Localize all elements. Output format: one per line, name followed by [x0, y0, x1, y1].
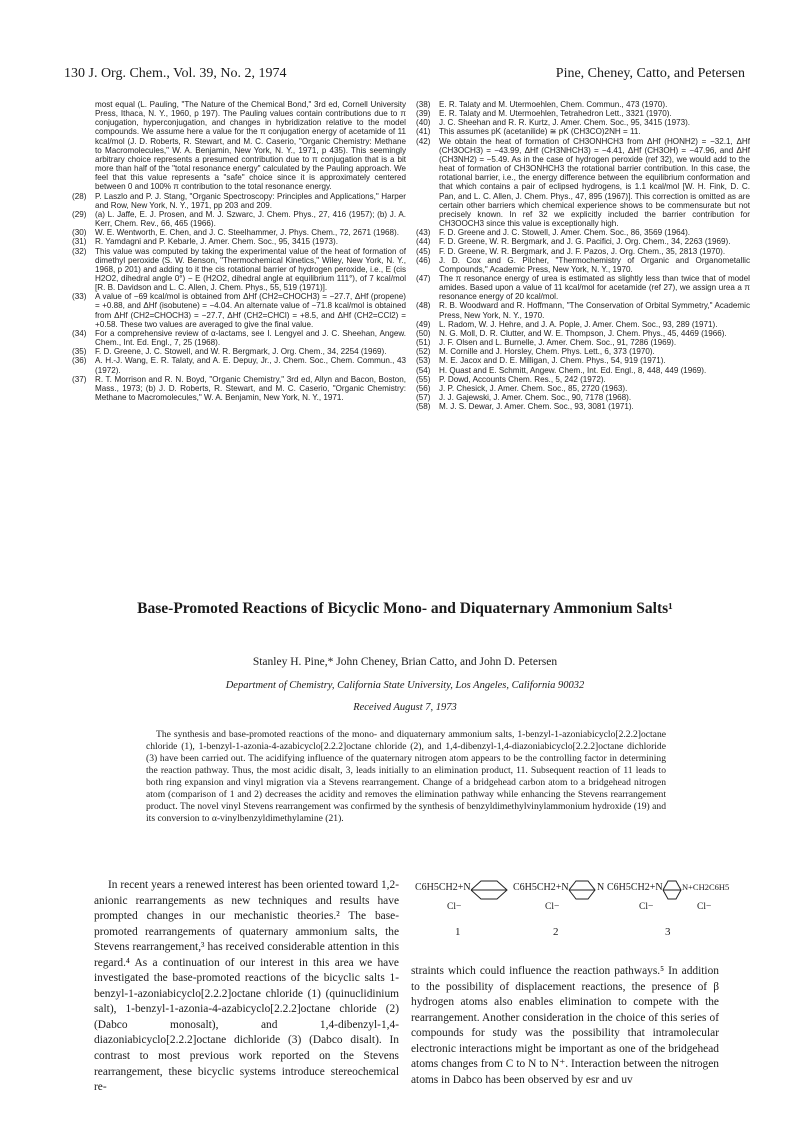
reference-item: [72, 100, 406, 192]
reference-text: (a) L. Jaffe, E. J. Prosen, and M. J. Szwarc, J. Chem. Phys., 27, 416 (1957); (b) J. A. Kerr, Chem. Rev., 66, 465 (1966).: [95, 209, 406, 229]
reference-item: [416, 338, 750, 347]
reference-number: (44): [416, 237, 431, 247]
reference-number: (32): [72, 246, 87, 256]
reference-number: (43): [416, 228, 431, 238]
compound-2-label: 2: [553, 926, 559, 938]
reference-number: (31): [72, 237, 87, 247]
reference-text: P. Dowd, Accounts Chem. Res., 5, 242 (1972).: [439, 374, 606, 384]
compound-1: [415, 882, 510, 952]
reference-item: [72, 192, 406, 210]
reference-text: N. G. Moll, D. R. Clutter, and W. E. Thompson, J. Chem. Phys., 45, 4469 (1966).: [439, 328, 727, 338]
reference-text: We obtain the heat of formation of CH3ONHCH3 from ΔHf (HONH2) = −32.1, ΔHf (CH3OCH3) = −43.99, ΔHf (CH3NHCH3) = −4.41, ΔHf (CH3OH) = −47.96, and ΔHf (CH3NH2) = −5.49. As in the case of hydrogen peroxide (ref 32), we would add to the heat of formation of CH3ONHCH3 the rotational barrier contribution. In this case, the rotational barrier, i.e., the energy difference between the equilibrium conformation and that which contains a pair of eclipsed hydrogens, is 1.1 kcal/mol [W. H. Fink, D. C. Pan, and L. C. Allen, J. Chem. Phys., 47, 895 (1967)]. This correction is omitted as are certain other barriers which chemical experience shows to be commensurate but not precisely known. In ref 32 we explicitly included the barrier contribution for CH3OOCH3 since this value is exceptionally high.: [439, 136, 750, 229]
compound-3-anion-2: Cl−: [697, 902, 712, 912]
reference-item: [416, 247, 750, 256]
reference-item: [416, 347, 750, 356]
reference-item: [72, 329, 406, 347]
reference-text: M. J. S. Dewar, J. Amer. Chem. Soc., 93, 3081 (1971).: [439, 402, 634, 412]
compound-2-right-atom: N: [597, 882, 605, 893]
reference-item: [72, 237, 406, 246]
reference-text: J. D. Cox and G. Pilcher, "Thermochemistry of Organic and Organometallic Compounds," Academic Press, New York, N. Y., 1970.: [439, 255, 750, 274]
reference-number: (29): [72, 209, 87, 219]
reference-item: [72, 356, 406, 374]
reference-item: [416, 329, 750, 338]
compound-3-formula: C6H5CH2+N: [607, 882, 663, 893]
compound-2-formula: C6H5CH2+N: [513, 882, 569, 893]
compound-1-label: 1: [455, 926, 461, 938]
reference-text: R. T. Morrison and R. N. Boyd, "Organic Chemistry," 3rd ed, Allyn and Bacon, Boston, Mass., 1973; (b) J. D. Roberts, R. Stewart, and M. C. Caserio, "Organic Chemistry: Methane to Macromolecules," W. A. Benjamin, New York, N. Y., 1971.: [95, 374, 406, 402]
journal-citation: 130 J. Org. Chem., Vol. 39, No. 2, 1974: [64, 66, 287, 81]
reference-number: (53): [416, 356, 431, 366]
reference-text: H. Quast and E. Schmitt, Angew. Chem., Int. Ed. Engl., 8, 448, 449 (1969).: [439, 365, 707, 375]
reference-text: R. Yamdagni and P. Kebarle, J. Amer. Chem. Soc., 95, 3415 (1973).: [95, 237, 338, 247]
reference-text: The π resonance energy of urea is estimated as slightly less than twice that of model amides. Based upon a value of 11 kcal/mol for acetamide (ref 27), we assign urea a π resonance energy of 20 kcal/mol.: [439, 273, 750, 302]
reference-text: M. Cornille and J. Horsley, Chem. Phys. Lett., 6, 373 (1970).: [439, 347, 655, 357]
reference-item: [416, 356, 750, 365]
reference-item: [72, 247, 406, 293]
references-right-column: [416, 100, 750, 411]
compound-3-label: 3: [665, 926, 671, 938]
reference-number: (46): [416, 255, 431, 265]
bicyclo-ring-icon: [469, 878, 511, 902]
bicyclo-ring-icon: [661, 878, 683, 902]
reference-text: F. D. Greene and J. C. Stowell, J. Amer. Chem. Soc., 86, 3569 (1964).: [439, 228, 691, 238]
reference-item: [416, 301, 750, 319]
reference-item: [416, 137, 750, 229]
reference-text: J. P. Chesick, J. Amer. Chem. Soc., 85, 2720 (1963).: [439, 383, 628, 393]
reference-text: For a comprehensive review of α-lactams, see I. Lengyel and J. C. Sheehan, Angew. Chem., Int. Ed. Engl., 7, 25 (1968).: [95, 328, 406, 348]
reference-item: [72, 228, 406, 237]
reference-text: J. C. Sheehan and R. R. Kurtz, J. Amer. Chem. Soc., 95, 3415 (1973).: [439, 118, 691, 128]
received-date: Received August 7, 1973: [353, 702, 457, 713]
reference-text: F. D. Greene, W. R. Bergmark, and J. F. Pazos, J. Org. Chem., 35, 2813 (1970).: [439, 246, 726, 256]
reference-number: (34): [72, 328, 87, 338]
compound-structures: [415, 872, 730, 957]
reference-number: (30): [72, 228, 87, 238]
reference-number: (33): [72, 292, 87, 302]
reference-item: [416, 100, 750, 109]
reference-number: (47): [416, 273, 431, 283]
reference-number: (48): [416, 301, 431, 311]
reference-number: (55): [416, 374, 431, 384]
reference-text: This assumes pK (acetanilide) ≅ pK (CH3CO)2NH = 11.: [439, 127, 641, 137]
compound-2: [513, 882, 605, 952]
reference-item: [72, 375, 406, 402]
reference-number: (36): [72, 356, 87, 366]
body-text-left: In recent years a renewed interest has been oriented toward 1,2-anionic rearrangements as new techniques and results have prompted changes in our mechanistic theories.² The base-promoted rearrangements of quaternary ammonium salts, the Stevens rearrangement,³ has received considerable attention in this regard.⁴ As a continuation of our interest in this area we have investigated the base-promoted reactions of the bicyclic salts 1-benzyl-1-azoniabicyclo[2.2.2]octane chloride (1) (quinuclidinium salt), 1-benzyl-1-azonia-4-azabicyclo[2.2.2]octane chloride (2) (Dabco monosalt), and 1,4-dibenzyl-1,4-diazoniabicyclo[2.2.2]octane dichloride (3) (Dabco disalt). In contrast to most previous work reported on the Stevens rearrangement, these bicyclic systems introduce stereochemical re-: [94, 879, 399, 1094]
reference-number: (57): [416, 393, 431, 402]
reference-text: F. D. Greene, J. C. Stowell, and W. R. Bergmark, J. Org. Chem., 34, 2254 (1969).: [95, 347, 387, 357]
reference-number: (45): [416, 246, 431, 256]
reference-text: J. J. Gajewski, J. Amer. Chem. Soc., 90, 7178 (1968).: [439, 393, 632, 402]
reference-text: W. E. Wentworth, E. Chen, and J. C. Steelhammer, J. Phys. Chem., 72, 2671 (1968).: [95, 228, 399, 238]
author-affiliation: Department of Chemistry, California State University, Los Angeles, California 90032: [225, 680, 585, 691]
reference-item: [416, 393, 750, 402]
reference-number: (52): [416, 347, 431, 357]
reference-text: P. Laszlo and P. J. Stang, "Organic Spectroscopy: Principles and Applications," Harper and Row, New York, N. Y., 1971, pp 203 and 209.: [95, 191, 406, 210]
reference-item: [416, 375, 750, 384]
compound-1-formula: C6H5CH2+N: [415, 882, 471, 893]
running-authors: Pine, Cheney, Catto, and Petersen: [555, 66, 745, 81]
reference-number: (49): [416, 319, 431, 329]
reference-number: (39): [416, 109, 431, 119]
reference-number: (58): [416, 402, 431, 412]
reference-item: [416, 228, 750, 237]
reference-item: [416, 256, 750, 274]
reference-number: (38): [416, 100, 431, 109]
reference-number: (40): [416, 118, 431, 128]
reference-item: [72, 292, 406, 329]
reference-number: (41): [416, 127, 431, 137]
reference-item: [72, 347, 406, 356]
reference-number: (42): [416, 136, 431, 146]
reference-number: (56): [416, 383, 431, 393]
reference-text: J. F. Olsen and L. Burnelle, J. Amer. Chem. Soc., 91, 7286 (1969).: [439, 338, 677, 348]
reference-item: [416, 384, 750, 393]
reference-text: This value was computed by taking the experimental value of the heat of formation of dimethyl peroxide (S. W. Benson, "Thermochemical Kinetics," Wiley, New York, N. Y., 1968, p 201) and adding to it the cis rotational barrier of hydrogen peroxide, i.e., E (cis H2O2, dihedral angle 0°) − E (H2O2, dihedral angle at equilibrium 111°), of 7 kcal/mol [R. B. Davidson and L. C. Allen, J. Chem. Phys., 55, 519 (1971)].: [95, 246, 406, 293]
bicyclo-ring-icon: [567, 878, 597, 902]
reference-item: [416, 320, 750, 329]
reference-text: A. H.-J. Wang, E. R. Talaty, and A. E. Depuy, Jr., J. Chem. Soc., Chem. Commun., 43 (1972).: [95, 356, 406, 375]
compound-3-right-atom: N+CH2C6H5: [682, 882, 730, 892]
reference-number: (35): [72, 347, 87, 357]
reference-item: [72, 210, 406, 228]
reference-item: [416, 274, 750, 301]
reference-item: [416, 127, 750, 136]
reference-text: most equal (L. Pauling, "The Nature of the Chemical Bond," 3rd ed, Cornell University Press, Ithaca, N. Y., 1960, p 197). The Pauling values contain contributions due to π conjugation, hyperconjugation, and changes in hybridization relative to the model compounds. We assume here a value for the π conjugation energy of acetamide of 11 kcal/mol (J. D. Roberts, R. Stewart, and M. C. Caserio, "Organic Chemistry: Methane to Macromolecules," W. A. Benjamin, New York, N. Y., 1971, p 435). This seemingly arbitrary choice represents a presumed contribution due to π conjugation that is a bit more than half of the "total resonance energy" calculated by the Pauling approach. We feel that this value represents a "safe" choice since it is approximately centered between 0 and 100% π contribution to the total resonance energy.: [95, 100, 406, 192]
compound-1-anion: Cl−: [447, 902, 462, 912]
reference-text: E. R. Talaty and M. Utermoehlen, Tetrahedron Lett., 3321 (1970).: [439, 109, 672, 119]
compound-3-anion: Cl−: [639, 902, 654, 912]
references-left-column: [72, 100, 406, 402]
body-text-right: straints which could influence the reaction pathways.⁵ In addition to the possibility of displacement reactions, the presence of β hydrogen atoms also enables elimination to compete with the rearrangement. Another consideration in the choice of this series of compounds for study was the possibility that intramolecular electronic interactions might be important as one of the bridgehead atoms changes from C to N to N⁺. Interaction between the nitrogen atoms in Dabco has been observed by esr and uv: [411, 965, 719, 1086]
article-title: Base-Promoted Reactions of Bicyclic Mono- and Diquaternary Ammonium Salts¹: [137, 600, 673, 617]
compound-3: [607, 882, 730, 952]
reference-item: [416, 237, 750, 246]
reference-text: F. D. Greene, W. R. Bergmark, and J. G. Pacifici, J. Org. Chem., 34, 2263 (1969).: [439, 237, 731, 247]
reference-number: (28): [72, 191, 87, 201]
page-header: [64, 66, 745, 86]
article-authors: Stanley H. Pine,* John Cheney, Brian Catto, and John D. Petersen: [252, 656, 558, 668]
reference-item: [416, 109, 750, 118]
reference-text: A value of −69 kcal/mol is obtained from ΔHf (CH2=CHOCH3) = −27.7, ΔHf (propene) = +0.88, and ΔHf (isobutene) = −4.04. An alternate value of −71.8 kcal/mol is obtained from ΔHf (CH2=CHOCH3) = −27.7, ΔHf (CH2=CHCl) = +8.5, and ΔHf (CH2=CCl2) = +0.58. These two values are averaged to give the final value.: [95, 292, 406, 329]
reference-item: [416, 118, 750, 127]
reference-number: (37): [72, 374, 87, 384]
reference-text: M. E. Jacox and D. E. Milligan, J. Chem. Phys., 54, 919 (1971).: [439, 356, 666, 366]
abstract: The synthesis and base-promoted reactions of the mono- and diquaternary ammonium salts, 1-benzyl-1-azoniabicyclo[2.2.2]octane chloride (1), 1-benzyl-1-azonia-4-azabicyclo[2.2.2]octane chloride (2), and 1,4-dibenzyl-1,4-diazoniabicyclo[2.2.2]octane dichloride (3) have been carried out. The acidifying influence of the quaternary nitrogen atom appears to be the controlling factor in determining the reaction pathway. Thus, the most acidic disalt, 3, leads initially to an elimination product, 11. Subsequent reaction of 11 leads to both ring expansion and vinyl migration via a Stevens rearrangement. Change of a bridgehead carbon atom to a bridgehead nitrogen atom (comparison of 1 and 2) decreases the acidity and removes the elimination pathway while enhancing the Stevens rearrangement product. The novel vinyl Stevens rearrangement was confirmed by the synthesis of benzyldimethylvinylammonium hydroxide (19) and its conversion to α-vinylbenzyldimethylamine (21).: [146, 729, 666, 825]
reference-text: E. R. Talaty and M. Utermoehlen, Chem. Commun., 473 (1970).: [439, 100, 668, 109]
reference-text: R. B. Woodward and R. Hoffmann, "The Conservation of Orbital Symmetry," Academic Press, New York, N. Y., 1970.: [439, 301, 750, 320]
compound-2-anion: Cl−: [545, 902, 560, 912]
reference-text: L. Radom, W. J. Hehre, and J. A. Pople, J. Amer. Chem. Soc., 93, 289 (1971).: [439, 319, 718, 329]
reference-number: (54): [416, 365, 431, 375]
reference-number: (51): [416, 338, 431, 348]
reference-item: [416, 366, 750, 375]
reference-number: (50): [416, 328, 431, 338]
reference-item: [416, 402, 750, 411]
